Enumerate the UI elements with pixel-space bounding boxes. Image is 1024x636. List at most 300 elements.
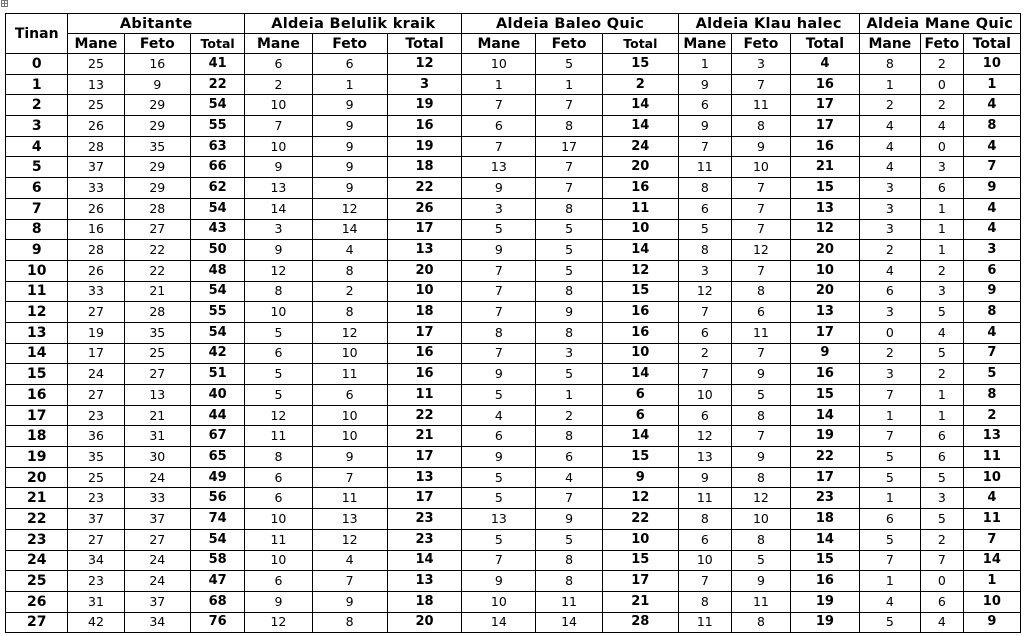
cell-total: 44 [191, 405, 245, 426]
row-label: 23 [6, 529, 68, 550]
cell-feto: 24 [124, 571, 191, 592]
table-row [6, 591, 1021, 612]
row-label: 14 [6, 343, 68, 364]
cell-feto: 24 [124, 467, 191, 488]
cell-feto: 9 [312, 157, 387, 178]
cell-total: 13 [963, 426, 1020, 447]
cell-feto: 34 [124, 612, 191, 633]
cell-total: 10 [963, 591, 1020, 612]
table-move-handle-icon[interactable] [1, 0, 8, 7]
row-label: 1 [6, 74, 68, 95]
cell-total: 15 [602, 54, 678, 75]
cell-total: 10 [387, 281, 462, 302]
cell-total: 10 [791, 260, 860, 281]
group-header-abitante: Abitante [68, 14, 245, 34]
cell-mane: 9 [462, 364, 536, 385]
cell-feto: 12 [312, 529, 387, 550]
cell-feto: 6 [921, 178, 964, 199]
cell-total: 4 [791, 54, 860, 75]
cell-total: 54 [191, 322, 245, 343]
cell-mane: 5 [462, 529, 536, 550]
cell-total: 74 [191, 509, 245, 530]
cell-mane: 9 [462, 447, 536, 468]
cell-total: 14 [791, 405, 860, 426]
cell-total: 62 [191, 178, 245, 199]
cell-total: 22 [602, 509, 678, 530]
cell-mane: 10 [462, 54, 536, 75]
cell-feto: 8 [536, 281, 603, 302]
cell-feto: 7 [731, 178, 790, 199]
cell-feto: 6 [921, 447, 964, 468]
cell-feto: 3 [536, 343, 603, 364]
cell-feto: 25 [124, 343, 191, 364]
cell-total: 2 [602, 74, 678, 95]
cell-total: 13 [387, 571, 462, 592]
cell-feto: 31 [124, 426, 191, 447]
cell-mane: 27 [68, 385, 124, 406]
cell-feto: 5 [731, 550, 790, 571]
cell-feto: 5 [731, 385, 790, 406]
cell-total: 7 [963, 157, 1020, 178]
cell-total: 4 [963, 198, 1020, 219]
subheader-total: Total [791, 34, 860, 54]
cell-feto: 4 [921, 612, 964, 633]
cell-total: 14 [602, 364, 678, 385]
cell-mane: 4 [859, 157, 920, 178]
cell-feto: 6 [536, 447, 603, 468]
cell-mane: 1 [859, 571, 920, 592]
cell-feto: 7 [731, 260, 790, 281]
cell-total: 14 [602, 426, 678, 447]
cell-feto: 8 [731, 405, 790, 426]
table-row [6, 385, 1021, 406]
cell-feto: 2 [921, 54, 964, 75]
cell-mane: 10 [245, 509, 313, 530]
cell-mane: 26 [68, 260, 124, 281]
cell-feto: 8 [731, 116, 790, 137]
cell-feto: 24 [124, 550, 191, 571]
cell-total: 4 [963, 136, 1020, 157]
cell-mane: 11 [245, 529, 313, 550]
cell-total: 14 [963, 550, 1020, 571]
cell-mane: 8 [462, 322, 536, 343]
cell-mane: 35 [68, 447, 124, 468]
cell-feto: 4 [921, 322, 964, 343]
cell-mane: 7 [859, 550, 920, 571]
cell-mane: 12 [245, 405, 313, 426]
tinan-header: Tinan [6, 14, 68, 54]
cell-feto: 7 [312, 571, 387, 592]
cell-feto: 5 [536, 364, 603, 385]
cell-mane: 3 [859, 364, 920, 385]
cell-feto: 3 [921, 281, 964, 302]
cell-total: 15 [791, 178, 860, 199]
cell-feto: 7 [536, 178, 603, 199]
cell-feto: 21 [124, 281, 191, 302]
cell-total: 16 [387, 116, 462, 137]
cell-feto: 4 [921, 116, 964, 137]
cell-mane: 28 [68, 136, 124, 157]
cell-feto: 6 [731, 302, 790, 323]
row-label: 7 [6, 198, 68, 219]
table-row [6, 157, 1021, 178]
group-header-mane-quic: Aldeia Mane Quic [859, 14, 1020, 34]
cell-feto: 14 [312, 219, 387, 240]
cell-mane: 14 [245, 198, 313, 219]
cell-feto: 14 [536, 612, 603, 633]
cell-mane: 9 [678, 116, 731, 137]
cell-total: 12 [602, 260, 678, 281]
cell-total: 21 [602, 591, 678, 612]
cell-total: 9 [963, 612, 1020, 633]
cell-feto: 8 [536, 426, 603, 447]
cell-mane: 6 [245, 488, 313, 509]
cell-feto: 29 [124, 157, 191, 178]
cell-total: 7 [963, 343, 1020, 364]
cell-feto: 22 [124, 240, 191, 261]
cell-mane: 8 [245, 447, 313, 468]
cell-feto: 11 [731, 95, 790, 116]
cell-feto: 1 [921, 219, 964, 240]
cell-total: 43 [191, 219, 245, 240]
cell-total: 15 [602, 447, 678, 468]
cell-total: 55 [191, 302, 245, 323]
cell-feto: 9 [312, 116, 387, 137]
cell-feto: 2 [921, 95, 964, 116]
cell-mane: 33 [68, 281, 124, 302]
cell-mane: 1 [462, 74, 536, 95]
cell-total: 19 [387, 136, 462, 157]
row-label: 4 [6, 136, 68, 157]
table-row [6, 612, 1021, 633]
cell-feto: 4 [536, 467, 603, 488]
cell-mane: 23 [68, 571, 124, 592]
cell-feto: 3 [921, 157, 964, 178]
cell-feto: 29 [124, 178, 191, 199]
cell-mane: 5 [245, 322, 313, 343]
cell-feto: 7 [731, 74, 790, 95]
cell-mane: 2 [678, 343, 731, 364]
cell-mane: 17 [68, 343, 124, 364]
group-header-belulik-kraik: Aldeia Belulik kraik [245, 14, 462, 34]
cell-mane: 7 [462, 260, 536, 281]
cell-mane: 26 [68, 198, 124, 219]
cell-mane: 6 [245, 54, 313, 75]
table-row [6, 509, 1021, 530]
cell-mane: 27 [68, 529, 124, 550]
cell-mane: 1 [859, 488, 920, 509]
cell-total: 10 [602, 343, 678, 364]
cell-mane: 5 [462, 219, 536, 240]
cell-feto: 8 [536, 198, 603, 219]
cell-mane: 6 [678, 322, 731, 343]
cell-total: 4 [963, 488, 1020, 509]
subheader-feto: Feto [536, 34, 603, 54]
cell-total: 11 [602, 198, 678, 219]
cell-total: 49 [191, 467, 245, 488]
cell-feto: 8 [536, 322, 603, 343]
cell-mane: 6 [678, 405, 731, 426]
cell-total: 15 [791, 550, 860, 571]
cell-total: 47 [191, 571, 245, 592]
cell-mane: 3 [245, 219, 313, 240]
cell-feto: 33 [124, 488, 191, 509]
cell-total: 12 [791, 219, 860, 240]
cell-total: 42 [191, 343, 245, 364]
subheader-total: Total [191, 34, 245, 54]
cell-total: 6 [602, 385, 678, 406]
cell-mane: 3 [678, 260, 731, 281]
cell-feto: 1 [921, 405, 964, 426]
cell-mane: 2 [859, 240, 920, 261]
cell-mane: 12 [678, 426, 731, 447]
cell-total: 4 [963, 322, 1020, 343]
cell-mane: 12 [678, 281, 731, 302]
cell-mane: 25 [68, 54, 124, 75]
cell-feto: 28 [124, 198, 191, 219]
cell-feto: 9 [312, 447, 387, 468]
cell-mane: 4 [859, 260, 920, 281]
cell-total: 10 [602, 219, 678, 240]
cell-mane: 3 [859, 219, 920, 240]
cell-mane: 5 [859, 447, 920, 468]
cell-total: 8 [963, 302, 1020, 323]
cell-feto: 1 [921, 240, 964, 261]
cell-total: 68 [191, 591, 245, 612]
cell-feto: 9 [312, 591, 387, 612]
cell-mane: 6 [245, 571, 313, 592]
cell-mane: 11 [678, 488, 731, 509]
cell-total: 16 [387, 364, 462, 385]
cell-feto: 6 [921, 426, 964, 447]
table-row [6, 405, 1021, 426]
row-label: 22 [6, 509, 68, 530]
table-row [6, 281, 1021, 302]
cell-total: 21 [791, 157, 860, 178]
cell-mane: 6 [462, 426, 536, 447]
cell-mane: 1 [678, 54, 731, 75]
cell-mane: 0 [859, 322, 920, 343]
cell-feto: 2 [921, 529, 964, 550]
cell-total: 17 [791, 467, 860, 488]
cell-total: 54 [191, 95, 245, 116]
cell-feto: 3 [921, 488, 964, 509]
cell-mane: 6 [245, 343, 313, 364]
table-row [6, 260, 1021, 281]
row-label: 0 [6, 54, 68, 75]
cell-feto: 13 [124, 385, 191, 406]
cell-total: 18 [387, 302, 462, 323]
cell-feto: 7 [536, 157, 603, 178]
cell-total: 51 [191, 364, 245, 385]
cell-mane: 7 [678, 136, 731, 157]
cell-mane: 2 [245, 74, 313, 95]
cell-mane: 11 [678, 157, 731, 178]
cell-mane: 4 [859, 591, 920, 612]
cell-total: 55 [191, 116, 245, 137]
cell-feto: 7 [921, 550, 964, 571]
cell-feto: 8 [312, 260, 387, 281]
cell-mane: 3 [859, 198, 920, 219]
cell-mane: 5 [859, 467, 920, 488]
cell-feto: 10 [312, 426, 387, 447]
cell-feto: 37 [124, 509, 191, 530]
cell-total: 16 [387, 343, 462, 364]
cell-feto: 9 [312, 136, 387, 157]
cell-mane: 36 [68, 426, 124, 447]
subheader-mane: Mane [68, 34, 124, 54]
cell-feto: 11 [312, 488, 387, 509]
cell-mane: 7 [462, 550, 536, 571]
table-row [6, 302, 1021, 323]
table-row [6, 364, 1021, 385]
table-row [6, 95, 1021, 116]
cell-mane: 28 [68, 240, 124, 261]
cell-total: 24 [602, 136, 678, 157]
cell-total: 9 [963, 281, 1020, 302]
row-label: 5 [6, 157, 68, 178]
cell-total: 16 [602, 178, 678, 199]
cell-feto: 2 [921, 260, 964, 281]
cell-mane: 7 [462, 281, 536, 302]
cell-total: 9 [963, 178, 1020, 199]
cell-feto: 7 [731, 343, 790, 364]
population-table [5, 13, 1021, 633]
row-label: 3 [6, 116, 68, 137]
cell-total: 50 [191, 240, 245, 261]
cell-mane: 10 [245, 95, 313, 116]
cell-total: 22 [191, 74, 245, 95]
cell-total: 16 [602, 322, 678, 343]
cell-feto: 5 [536, 54, 603, 75]
cell-feto: 27 [124, 364, 191, 385]
cell-mane: 9 [462, 178, 536, 199]
cell-total: 14 [791, 529, 860, 550]
cell-total: 11 [963, 509, 1020, 530]
cell-mane: 25 [68, 467, 124, 488]
cell-feto: 5 [536, 529, 603, 550]
cell-total: 2 [963, 405, 1020, 426]
cell-total: 17 [602, 571, 678, 592]
cell-total: 10 [963, 467, 1020, 488]
cell-total: 23 [387, 509, 462, 530]
cell-total: 16 [791, 74, 860, 95]
cell-mane: 13 [462, 509, 536, 530]
cell-feto: 9 [312, 178, 387, 199]
cell-mane: 9 [462, 571, 536, 592]
cell-mane: 37 [68, 509, 124, 530]
cell-total: 17 [791, 95, 860, 116]
cell-feto: 2 [921, 364, 964, 385]
cell-feto: 11 [731, 322, 790, 343]
cell-total: 18 [791, 509, 860, 530]
cell-total: 17 [387, 322, 462, 343]
cell-mane: 13 [68, 74, 124, 95]
cell-feto: 1 [921, 198, 964, 219]
cell-total: 23 [387, 529, 462, 550]
cell-feto: 12 [731, 488, 790, 509]
subheader-mane: Mane [678, 34, 731, 54]
cell-mane: 25 [68, 95, 124, 116]
cell-mane: 26 [68, 116, 124, 137]
cell-total: 21 [387, 426, 462, 447]
row-label: 21 [6, 488, 68, 509]
cell-feto: 9 [731, 571, 790, 592]
cell-total: 76 [191, 612, 245, 633]
cell-total: 14 [387, 550, 462, 571]
cell-feto: 0 [921, 74, 964, 95]
cell-feto: 12 [312, 322, 387, 343]
cell-total: 14 [602, 116, 678, 137]
cell-total: 13 [791, 302, 860, 323]
cell-total: 63 [191, 136, 245, 157]
cell-mane: 7 [678, 302, 731, 323]
cell-mane: 10 [678, 385, 731, 406]
cell-mane: 7 [678, 571, 731, 592]
cell-feto: 5 [536, 240, 603, 261]
table-row [6, 198, 1021, 219]
cell-mane: 9 [245, 240, 313, 261]
subheader-mane: Mane [859, 34, 920, 54]
cell-feto: 4 [312, 550, 387, 571]
table-row [6, 178, 1021, 199]
row-label: 26 [6, 591, 68, 612]
cell-total: 9 [791, 343, 860, 364]
cell-feto: 9 [536, 509, 603, 530]
cell-feto: 7 [312, 467, 387, 488]
cell-feto: 5 [921, 467, 964, 488]
cell-mane: 1 [859, 405, 920, 426]
cell-total: 54 [191, 529, 245, 550]
row-label: 20 [6, 467, 68, 488]
cell-mane: 8 [859, 54, 920, 75]
row-label: 9 [6, 240, 68, 261]
cell-feto: 11 [731, 591, 790, 612]
cell-feto: 8 [312, 302, 387, 323]
cell-mane: 8 [678, 240, 731, 261]
cell-feto: 8 [731, 529, 790, 550]
cell-mane: 24 [68, 364, 124, 385]
table-row [6, 550, 1021, 571]
cell-total: 1 [963, 74, 1020, 95]
cell-feto: 16 [124, 54, 191, 75]
cell-mane: 16 [68, 219, 124, 240]
cell-total: 17 [387, 219, 462, 240]
row-label: 13 [6, 322, 68, 343]
cell-total: 6 [963, 260, 1020, 281]
row-label: 8 [6, 219, 68, 240]
cell-feto: 7 [731, 198, 790, 219]
table-row [6, 488, 1021, 509]
cell-feto: 35 [124, 322, 191, 343]
cell-total: 54 [191, 198, 245, 219]
cell-total: 17 [387, 488, 462, 509]
table-row [6, 467, 1021, 488]
cell-mane: 5 [678, 219, 731, 240]
cell-mane: 1 [859, 74, 920, 95]
table-row [6, 54, 1021, 75]
cell-feto: 35 [124, 136, 191, 157]
cell-feto: 10 [312, 343, 387, 364]
cell-mane: 5 [462, 467, 536, 488]
cell-mane: 23 [68, 488, 124, 509]
cell-mane: 9 [678, 74, 731, 95]
cell-feto: 8 [536, 550, 603, 571]
cell-mane: 10 [245, 136, 313, 157]
cell-total: 41 [191, 54, 245, 75]
cell-feto: 27 [124, 529, 191, 550]
cell-mane: 5 [859, 612, 920, 633]
